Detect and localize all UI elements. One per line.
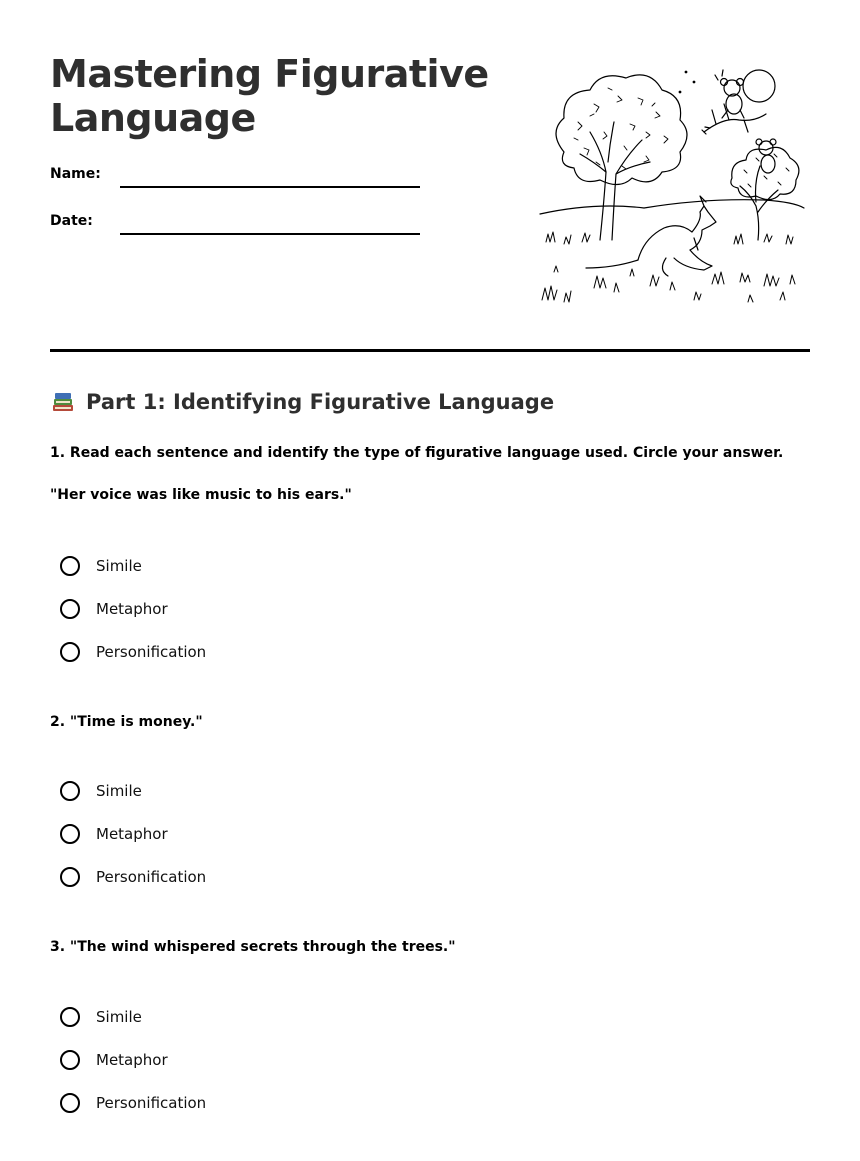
- question-3-prompt: 3. "The wind whispered secrets through the trees.": [50, 939, 456, 955]
- q2-option-metaphor[interactable]: [60, 822, 168, 846]
- header-divider: [50, 349, 810, 352]
- option-label: Personification: [96, 1094, 207, 1112]
- date-label: Date:: [50, 213, 93, 229]
- radio-circle-icon[interactable]: [60, 556, 80, 576]
- option-label: Simile: [96, 1008, 142, 1026]
- radio-circle-icon[interactable]: [60, 824, 80, 844]
- question-1-prompt: "Her voice was like music to his ears.": [50, 487, 352, 503]
- name-line[interactable]: [120, 186, 420, 188]
- option-label: Metaphor: [96, 825, 168, 843]
- australian-bush-illustration: [534, 62, 810, 312]
- date-field[interactable]: [50, 213, 420, 243]
- option-label: Metaphor: [96, 1051, 168, 1069]
- radio-circle-icon[interactable]: [60, 642, 80, 662]
- q1-option-simile[interactable]: [60, 554, 142, 578]
- option-label: Simile: [96, 557, 142, 575]
- q1-option-metaphor[interactable]: [60, 597, 168, 621]
- name-label: Name:: [50, 166, 101, 182]
- option-label: Personification: [96, 643, 207, 661]
- option-label: Metaphor: [96, 600, 168, 618]
- koala-top-icon: [721, 79, 745, 119]
- books-icon: [50, 389, 76, 415]
- option-label: Simile: [96, 782, 142, 800]
- part1-title: Part 1: Identifying Figurative Language: [86, 390, 555, 414]
- radio-circle-icon[interactable]: [60, 1050, 80, 1070]
- q3-option-personification[interactable]: [60, 1091, 206, 1115]
- date-line[interactable]: [120, 233, 420, 235]
- radio-circle-icon[interactable]: [60, 1007, 80, 1027]
- moon-icon: [743, 70, 775, 102]
- kangaroo-icon: [586, 196, 716, 276]
- radio-circle-icon[interactable]: [60, 1093, 80, 1113]
- name-field[interactable]: [50, 166, 420, 196]
- part1-heading: [50, 389, 554, 415]
- worksheet-title: Mastering Figurative Language: [50, 52, 489, 140]
- radio-circle-icon[interactable]: [60, 599, 80, 619]
- radio-circle-icon[interactable]: [60, 781, 80, 801]
- q1-option-personification[interactable]: [60, 640, 206, 664]
- radio-circle-icon[interactable]: [60, 867, 80, 887]
- q2-option-simile[interactable]: [60, 779, 142, 803]
- part1-instruction: 1. Read each sentence and identify the type of figurative language used. Circle your answer.: [50, 445, 784, 461]
- question-2-prompt: 2. "Time is money.": [50, 714, 203, 730]
- option-label: Personification: [96, 868, 207, 886]
- q2-option-personification[interactable]: [60, 865, 206, 889]
- q3-option-metaphor[interactable]: [60, 1048, 168, 1072]
- q3-option-simile[interactable]: [60, 1005, 142, 1029]
